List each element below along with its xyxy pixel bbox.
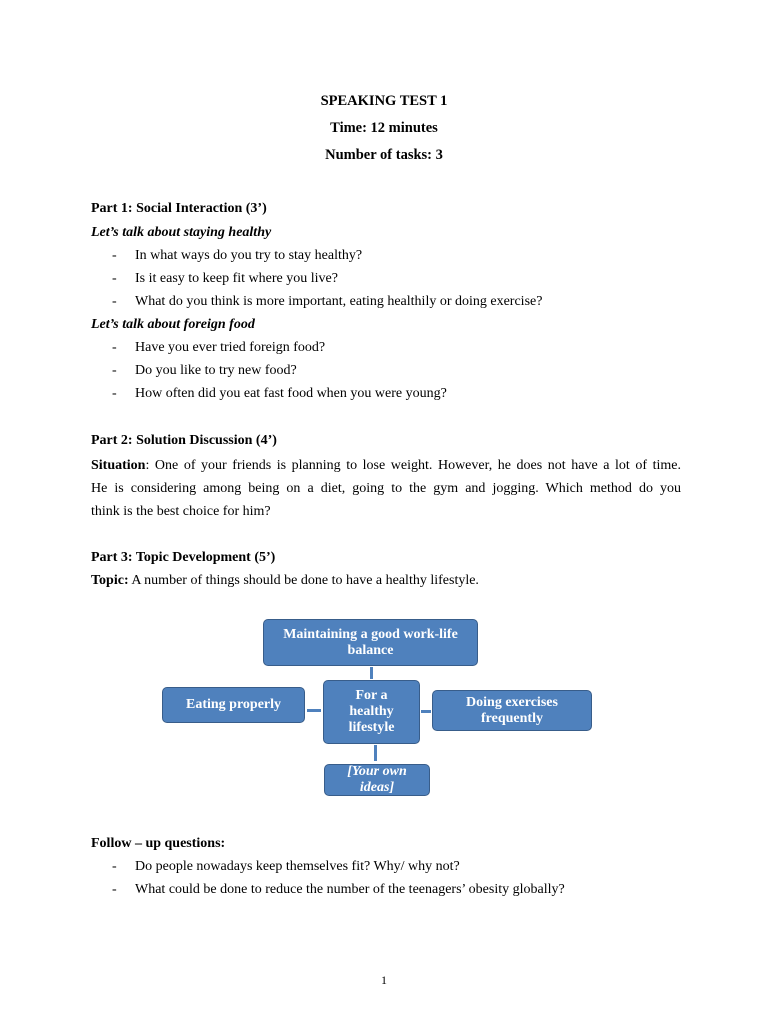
- page-number: 1: [381, 973, 387, 987]
- situation-label: Situation: [91, 458, 146, 473]
- situation-line: think is the best choice for him?: [91, 504, 271, 519]
- diagram-box-own-ideas: [Your own ideas]: [324, 764, 430, 796]
- test-time: Time: 12 minutes: [330, 120, 438, 136]
- bullet-dash: -: [112, 340, 117, 355]
- part1-topic1-title: Let’s talk about staying healthy: [91, 225, 272, 240]
- bullet-dash: -: [112, 882, 117, 897]
- diagram-box-eating-properly: Eating properly: [162, 687, 305, 723]
- list-item: How often did you eat fast food when you were young?: [135, 386, 447, 401]
- topic-label: Topic:: [91, 573, 129, 588]
- part3-topic: [91, 573, 479, 589]
- situation-text: : One of your friends is planning to lose weight. However, he does not have a lot of time.: [145, 458, 681, 473]
- situation-line: [91, 454, 681, 477]
- part2-situation: [91, 454, 681, 523]
- bullet-dash: -: [112, 363, 117, 378]
- diagram-box-doing-exercises: Doing exercises frequently: [432, 690, 592, 731]
- connector-right: [421, 710, 431, 713]
- part3-heading: Part 3: Topic Development (5’): [91, 550, 276, 565]
- connector-left: [307, 709, 321, 712]
- bullet-dash: -: [112, 386, 117, 401]
- part2-heading: Part 2: Solution Discussion (4’): [91, 433, 277, 448]
- list-item: What do you think is more important, eating healthily or doing exercise?: [135, 294, 543, 309]
- followup-heading: Follow – up questions:: [91, 836, 226, 851]
- list-item: Do you like to try new food?: [135, 363, 297, 378]
- bullet-dash: -: [112, 271, 117, 286]
- connector-top: [370, 667, 373, 679]
- bullet-dash: -: [112, 294, 117, 309]
- list-item: In what ways do you try to stay healthy?: [135, 248, 363, 263]
- test-task-count: Number of tasks: 3: [325, 147, 443, 163]
- part1-topic2-title: Let’s talk about foreign food: [91, 317, 255, 332]
- situation-line: He is considering among being on a diet, going to the gym and jogging. Which method do you: [91, 481, 681, 496]
- list-item: Have you ever tried foreign food?: [135, 340, 326, 355]
- list-item: Is it easy to keep fit where you live?: [135, 271, 338, 286]
- list-item: Do people nowadays keep themselves fit? Why/ why not?: [135, 859, 460, 874]
- connector-bottom: [374, 745, 377, 761]
- bullet-dash: -: [112, 248, 117, 263]
- bullet-dash: -: [112, 859, 117, 874]
- part1-heading: Part 1: Social Interaction (3’): [91, 201, 267, 216]
- diagram-box-healthy-lifestyle: For a healthy lifestyle: [323, 680, 420, 744]
- test-title: SPEAKING TEST 1: [320, 93, 448, 109]
- diagram-box-work-life-balance: Maintaining a good work-life balance: [263, 619, 478, 666]
- topic-text: A number of things should be done to have a healthy lifestyle.: [128, 573, 479, 588]
- list-item: What could be done to reduce the number of the teenagers’ obesity globally?: [135, 882, 565, 897]
